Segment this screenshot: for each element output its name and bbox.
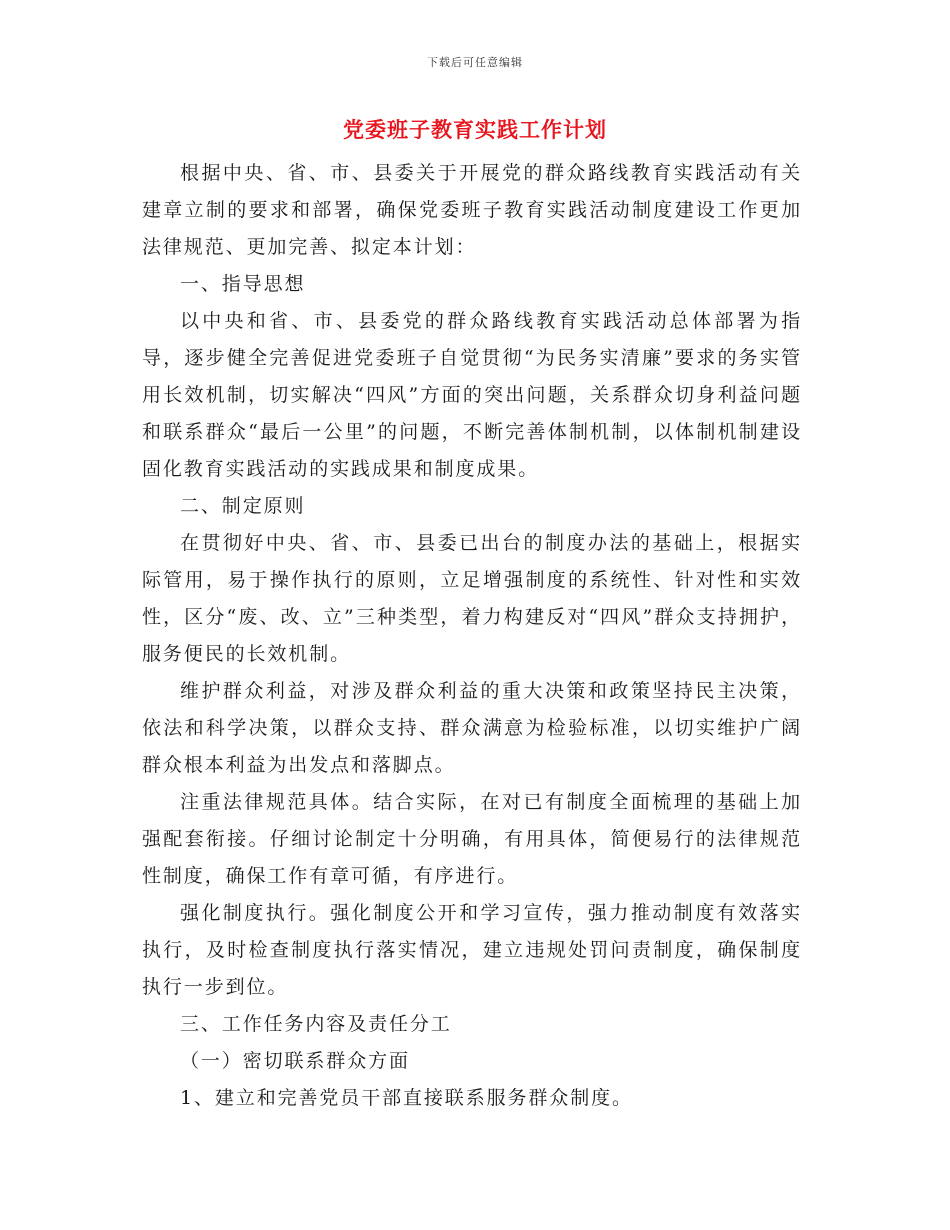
document-body — [142, 155, 802, 1117]
document-title: 党委班子教育实践工作计划 — [343, 117, 607, 142]
paragraph-guiding-thought: 以中央和省、市、县委党的群众路线教育实践活动总体部署为指导，逐步健全完善促进党委班子自觉贯彻“为民务实清廉”要求的务实管用长效机制，切实解决“四风”方面的突出问题，关系群众切身利益问题和联系群众“最后一公里”的问题，不断完善体制机制，以体制机制建设固化教育实践活动的实践成果和制度成果。 — [142, 310, 802, 480]
paragraph-enforcement: 强化制度执行。强化制度公开和学习宣传，强力推动制度有效落实执行，及时检查制度执行落实情况，建立违规处罚问责制度，确保制度执行一步到位。 — [142, 902, 802, 998]
section-heading-principles: 二、制定原则 — [180, 495, 306, 517]
paragraph-protect-interests: 维护群众利益，对涉及群众利益的重大决策和政策坚持民主决策，依法和科学决策，以群众支持、群众满意为检验标准，以切实维护广阔群众根本利益为出发点和落脚点。 — [142, 680, 802, 776]
section-heading-guiding-thought: 一、指导思想 — [180, 273, 306, 295]
section-heading-tasks: 三、工作任务内容及责任分工 — [180, 1013, 452, 1035]
list-item-1: 1、建立和完善党员干部直接联系服务群众制度。 — [180, 1087, 633, 1109]
subsection-heading-contact-masses: （一）密切联系群众方面 — [180, 1050, 410, 1072]
paragraph-principles: 在贯彻好中央、省、市、县委已出台的制度办法的基础上，根据实际管用，易于操作执行的原则，立足增强制度的系统性、针对性和实效性，区分“废、改、立”三种类型，着力构建反对“四风”群众支持拥护，服务便民的长效机制。 — [142, 532, 802, 665]
paragraph-legal-norms: 注重法律规范具体。结合实际，在对已有制度全面梳理的基础上加强配套衔接。仔细讨论制定十分明确，有用具体，简便易行的法律规范性制度，确保工作有章可循，有序进行。 — [142, 791, 802, 887]
header-note: 下载后可任意编辑 — [427, 56, 523, 69]
paragraph-intro: 根据中央、省、市、县委关于开展党的群众路线教育实践活动有关建章立制的要求和部署，确保党委班子教育实践活动制度建设工作更加法律规范、更加完善、拟定本计划： — [142, 162, 802, 258]
